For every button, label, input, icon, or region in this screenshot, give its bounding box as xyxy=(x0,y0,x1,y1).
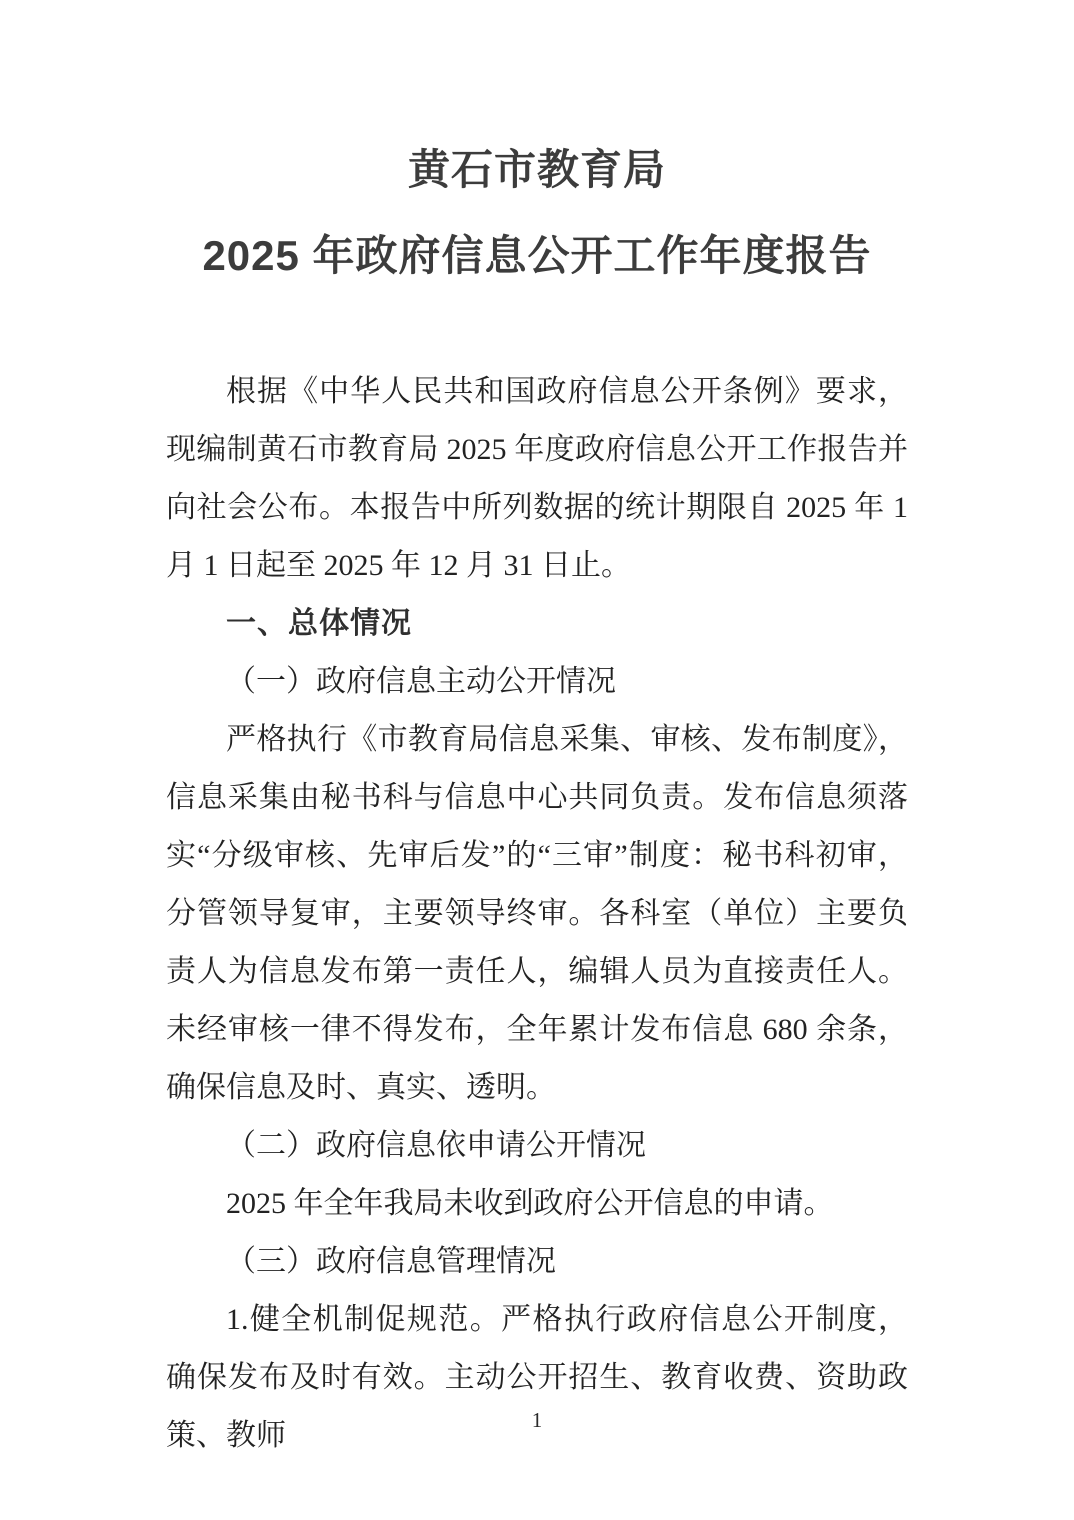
paragraph-proactive-disclosure: 严格执行《市教育局信息采集、审核、发布制度》，信息采集由秘书科与信息中心共同负责。发布信息须落实“分级审核、先审后发”的“三审”制度：秘书科初审，分管领导复审，主要领导终审。各科室（单位）主要负责人为信息发布第一责任人，编辑人员为直接责任人。未经审核一律不得发布，全年累计发布信息 680 余条，确保信息及时、真实、透明。 xyxy=(166,723,908,1104)
paragraph-disclosure-upon-request: 2025 年全年我局未收到政府公开信息的申请。 xyxy=(226,1187,834,1220)
document-body xyxy=(166,363,908,1465)
subheading-disclosure-upon-request: （二）政府信息依申请公开情况 xyxy=(226,1129,646,1162)
intro-paragraph: 根据《中华人民共和国政府信息公开条例》要求，现编制黄石市教育局 2025 年度政府信息公开工作报告并向社会公布。本报告中所列数据的统计期限自 2025 年 1 月 1 日起至 2025 年 12 月 31 日止。 xyxy=(166,375,908,582)
page-number: 1 xyxy=(531,1408,543,1432)
document-title-report: 2025 年政府信息公开工作年度报告 xyxy=(202,232,872,279)
paragraph-information-management: 1.健全机制促规范。严格执行政府信息公开制度，确保发布及时有效。主动公开招生、教育收费、资助政策、教师 xyxy=(166,1303,908,1452)
subheading-information-management: （三）政府信息管理情况 xyxy=(226,1245,556,1278)
subheading-proactive-disclosure: （一）政府信息主动公开情况 xyxy=(226,665,616,698)
section-heading-overall-situation: 一、总体情况 xyxy=(226,607,412,640)
document-title-organization: 黄石市教育局 xyxy=(407,146,666,193)
